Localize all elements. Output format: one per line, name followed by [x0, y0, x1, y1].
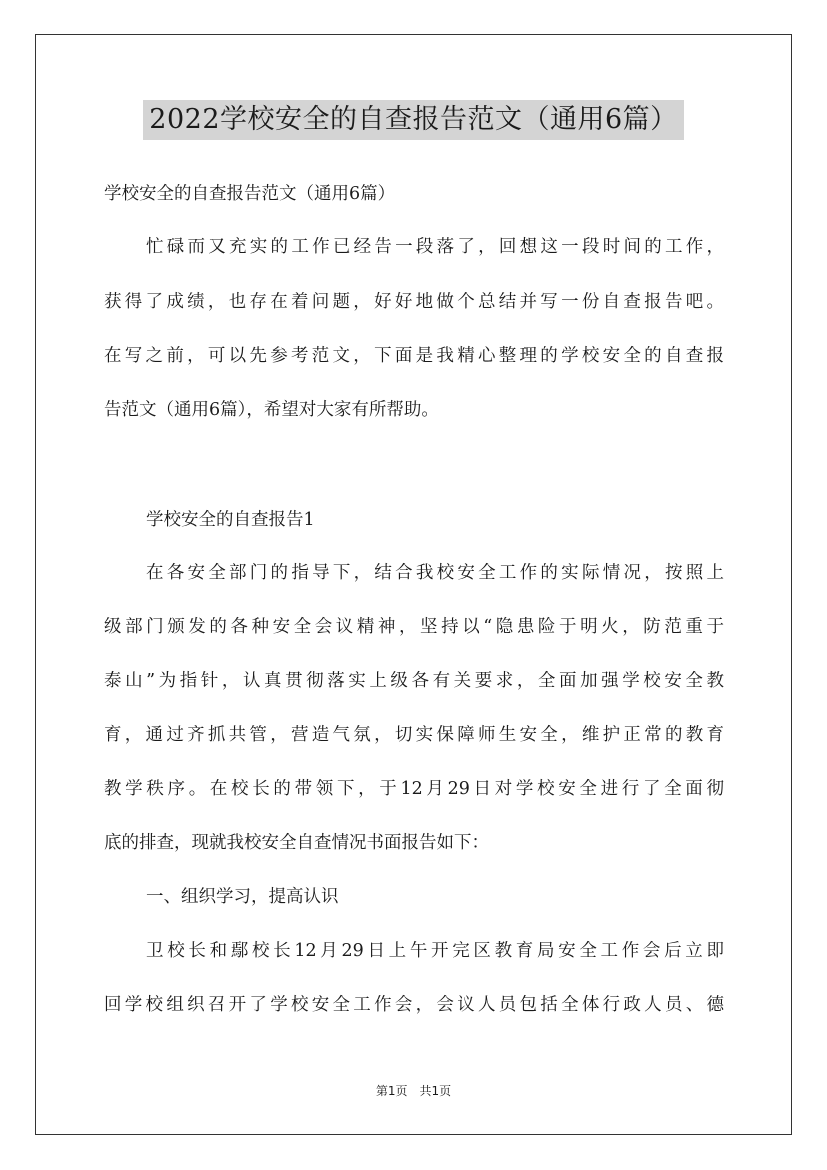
page-footer: 第1页 共1页 — [375, 1084, 452, 1098]
body-line-5: 教学秩序。在校长的带领下，于12月29日对学校安全进行了全面彻 — [104, 779, 724, 799]
body-line-3: 泰山”为指针，认真贯彻落实上级各有关要求，全面加强学校安全教 — [104, 671, 724, 691]
body-line-4: 育，通过齐抓共管，营造气氛，切实保障师生安全，维护正常的教育 — [104, 725, 724, 745]
body-line-7: 卫校长和鄢校长12月29日上午开完区教育局安全工作会后立即 — [146, 941, 724, 961]
intro-line-4: 告范文（通用6篇），希望对大家有所帮助。 — [104, 400, 439, 420]
subsection-heading-1: 一、组织学习，提高认识 — [146, 887, 339, 907]
intro-line-2: 获得了成绩，也存在着问题，好好地做个总结并写一份自查报告吧。 — [104, 292, 724, 312]
body-line-8: 回学校组织召开了学校安全工作会，会议人员包括全体行政人员、德 — [104, 995, 724, 1015]
document-title-text: 2022学校安全的自查报告范文（通用6篇） — [143, 100, 683, 140]
body-line-2: 级部门颁发的各种安全会议精神，坚持以“隐患险于明火，防范重于 — [104, 617, 724, 637]
body-line-6: 底的排查，现就我校安全自查情况书面报告如下： — [104, 833, 489, 853]
document-title — [0, 100, 827, 143]
intro-line-1: 忙碌而又充实的工作已经告一段落了，回想这一段时间的工作， — [146, 237, 724, 257]
subtitle-line: 学校安全的自查报告范文（通用6篇） — [104, 184, 396, 204]
section-heading-1: 学校安全的自查报告1 — [146, 510, 315, 530]
body-line-1: 在各安全部门的指导下，结合我校安全工作的实际情况，按照上 — [146, 563, 724, 583]
intro-line-3: 在写之前，可以先参考范文，下面是我精心整理的学校安全的自查报 — [104, 346, 724, 366]
